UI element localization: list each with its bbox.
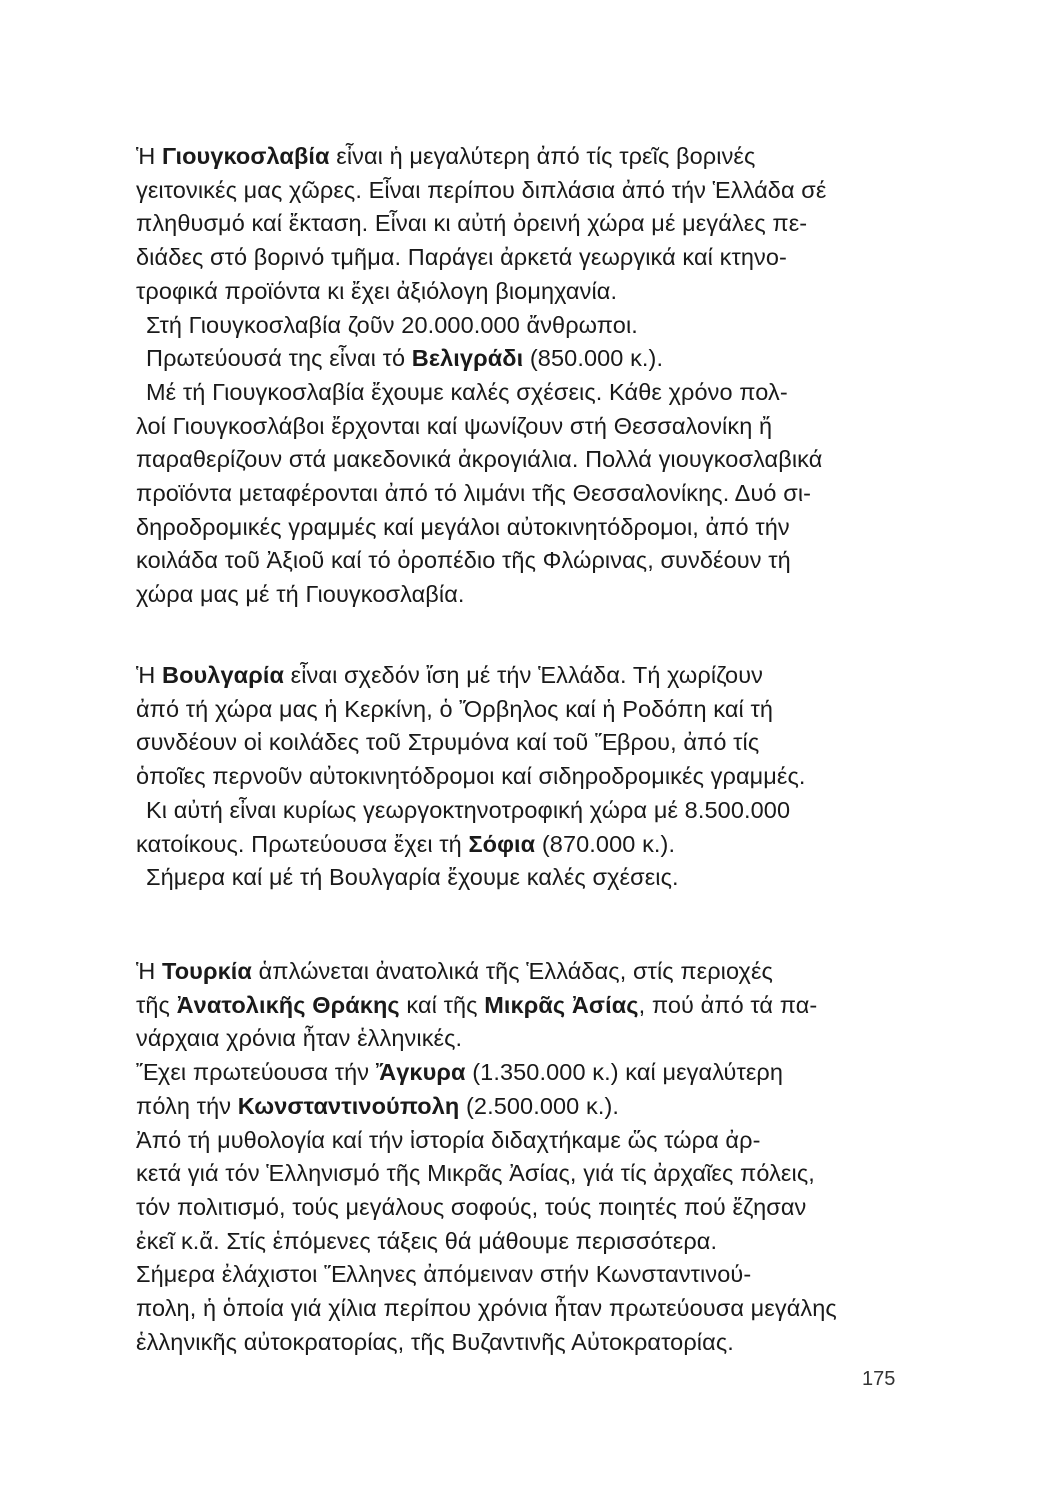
text-segment: Μέ τή Γιουγκοσλαβία ἔχουμε καλές σχέσεις. Κάθε χρόνο πολ- <box>146 378 788 405</box>
text-segment: (1.350.000 κ.) καί μεγαλύτερη <box>465 1059 784 1086</box>
text-segment: λοί Γιουγκοσλάβοι ἔρχονται καί ψωνίζουν στή Θεσσαλονίκη ἤ <box>136 412 773 439</box>
text-line <box>136 1225 911 1259</box>
text-segment: δηροδρομικές γραμμές καί μεγάλοι αὐτοκινητόδρομοι, ἀπό τήν <box>136 513 790 540</box>
text-line <box>136 1090 911 1124</box>
text-line <box>136 1124 911 1158</box>
text-segment: διάδες στό βορινό τμῆμα. Παράγει ἀρκετά γεωργικά καί κτηνο- <box>136 244 787 271</box>
bold-term: Γιουγκοσλαβία <box>162 143 330 169</box>
text-line <box>136 443 911 477</box>
text-line <box>136 760 911 794</box>
text-segment: Σήμερα ἐλάχιστοι Ἕλληνες ἀπόμειναν στήν Κωνσταντινού- <box>136 1261 752 1288</box>
text-segment: , πού ἀπό τά πα- <box>638 991 818 1018</box>
text-segment: κατοίκους. Πρωτεύουσα ἔχει τή <box>136 830 469 857</box>
bold-term: Μικρᾶς Ἀσίας <box>484 991 639 1018</box>
text-line <box>136 659 911 693</box>
text-segment: τροφικά προϊόντα κι ἔχει ἀξιόλογη βιομηχανία. <box>136 277 618 304</box>
text-segment: τῆς <box>136 991 177 1018</box>
text-segment: ἑλληνικῆς αὐτοκρατορίας, τῆς Βυζαντινῆς Αὐτοκρατορίας. <box>136 1328 734 1355</box>
text-segment: (850.000 κ.). <box>523 345 664 372</box>
text-segment: ἐκεῖ κ.ἄ. Στίς ἑπόμενες τάξεις θά μάθουμε περισσότερα. <box>136 1227 718 1254</box>
text-segment: γειτονικές μας χῶρες. Εἶναι περίπου διπλάσια ἀπό τήν Ἑλλάδα σέ <box>136 176 827 203</box>
bold-term: Ἀνατολικῆς Θράκης <box>176 991 400 1018</box>
section-yugoslavia <box>136 140 911 612</box>
text-segment: Ἡ <box>136 662 162 688</box>
text-line <box>136 726 911 760</box>
text-segment: (2.500.000 κ.). <box>459 1092 620 1119</box>
text-segment: χώρα μας μέ τή Γιουγκοσλαβία. <box>136 581 465 608</box>
bold-term: Κωνσταντινούπολη <box>237 1092 460 1119</box>
text-segment: κοιλάδα τοῦ Ἀξιοῦ καί τό ὀροπέδιο τῆς Φλώρινας, συνδέουν τή <box>136 547 791 574</box>
bold-term: Βουλγαρία <box>162 662 285 688</box>
text-line <box>136 1292 911 1326</box>
bold-term: Σόφια <box>468 830 536 857</box>
text-line <box>136 544 911 578</box>
text-line <box>136 140 911 174</box>
text-line <box>136 241 911 275</box>
text-line <box>136 828 911 862</box>
text-segment: εἶναι ἡ μεγαλύτερη ἀπό τίς τρεῖς βορινές <box>329 143 756 169</box>
text-line <box>136 578 911 612</box>
text-line <box>136 861 911 895</box>
text-segment: Ἔχει πρωτεύουσα τήν <box>136 1059 376 1086</box>
text-segment: καί τῆς <box>399 991 485 1018</box>
text-segment: Σήμερα καί μέ τή Βουλγαρία ἔχουμε καλές σχέσεις. <box>146 864 679 891</box>
text-line <box>136 794 911 828</box>
bold-term: Ἄγκυρα <box>375 1059 466 1086</box>
text-segment: Ἀπό τή μυθολογία καί τήν ἱστορία διδαχτήκαμε ὥς τώρα ἀρ- <box>136 1126 761 1153</box>
text-segment: πόλη τήν <box>136 1092 238 1119</box>
text-segment: Πρωτεύουσά της εἶναι τό <box>146 345 412 372</box>
text-line <box>136 693 911 727</box>
bold-term: Τουρκία <box>162 958 252 984</box>
text-line <box>136 511 911 545</box>
text-segment: κετά γιά τόν Ἑλληνισμό τῆς Μικρᾶς Ἀσίας, γιά τίς ἀρχαῖες πόλεις, <box>136 1160 815 1187</box>
text-segment: προϊόντα μεταφέρονται ἀπό τό λιμάνι τῆς Θεσσαλονίκης. Δυό σι- <box>136 480 812 507</box>
text-segment: ἀπό τή χώρα μας ἡ Κερκίνη, ὁ Ὄρβηλος καί ἡ Ροδόπη καί τή <box>136 695 774 722</box>
text-segment: πληθυσμό καί ἔκταση. Εἶναι κι αὐτή ὀρεινή χώρα μέ μεγάλες πε- <box>136 210 808 237</box>
page-number: 175 <box>862 1368 896 1390</box>
text-line <box>136 376 911 410</box>
text-line <box>136 1056 911 1090</box>
text-line <box>136 207 911 241</box>
text-line <box>136 1326 911 1360</box>
text-line <box>136 174 911 208</box>
text-segment: Στή Γιουγκοσλαβία ζοῦν 20.000.000 ἄνθρωποι. <box>146 311 638 338</box>
text-line <box>136 1191 911 1225</box>
text-line <box>136 955 911 989</box>
text-segment: τόν πολιτισμό, τούς μεγάλους σοφούς, τούς ποιητές πού ἔζησαν <box>136 1193 807 1220</box>
text-line <box>136 989 911 1023</box>
text-segment: πολη, ἡ ὁποία γιά χίλια περίπου χρόνια ἦταν πρωτεύουσα μεγάλης <box>136 1295 837 1322</box>
text-segment: συνδέουν οἱ κοιλάδες τοῦ Στρυμόνα καί τοῦ Ἕβρου, ἀπό τίς <box>136 729 760 756</box>
text-segment: Ἡ <box>136 143 162 169</box>
text-line <box>136 1157 911 1191</box>
text-segment: ὁποῖες περνοῦν αὐτοκινητόδρομοι καί σιδηροδρομικές γραμμές. <box>136 763 806 790</box>
text-line <box>136 275 911 309</box>
text-segment: Ἡ <box>136 958 162 984</box>
text-segment: νάρχαια χρόνια ἦταν ἑλληνικές. <box>136 1025 463 1052</box>
section-turkey <box>136 955 911 1359</box>
text-segment: (870.000 κ.). <box>535 830 676 857</box>
text-line <box>136 410 911 444</box>
text-line <box>136 477 911 511</box>
section-bulgaria <box>136 659 911 895</box>
text-segment: Κι αὐτή εἶναι κυρίως γεωργοκτηνοτροφική χώρα μέ 8.500.000 <box>146 796 791 823</box>
text-segment: παραθερίζουν στά μακεδονικά ἀκρογιάλια. Πολλά γιουγκοσλαβικά <box>136 446 823 473</box>
text-segment: εἶναι σχεδόν ἴση μέ τήν Ἑλλάδα. Τή χωρίζουν <box>284 662 764 688</box>
text-segment: ἁπλώνεται ἀνατολικά τῆς Ἑλλάδας, στίς περιοχές <box>251 958 773 984</box>
bold-term: Βελιγράδι <box>411 345 524 372</box>
text-line <box>136 309 911 343</box>
text-line <box>136 342 911 376</box>
text-line <box>136 1258 911 1292</box>
text-line <box>136 1022 911 1056</box>
